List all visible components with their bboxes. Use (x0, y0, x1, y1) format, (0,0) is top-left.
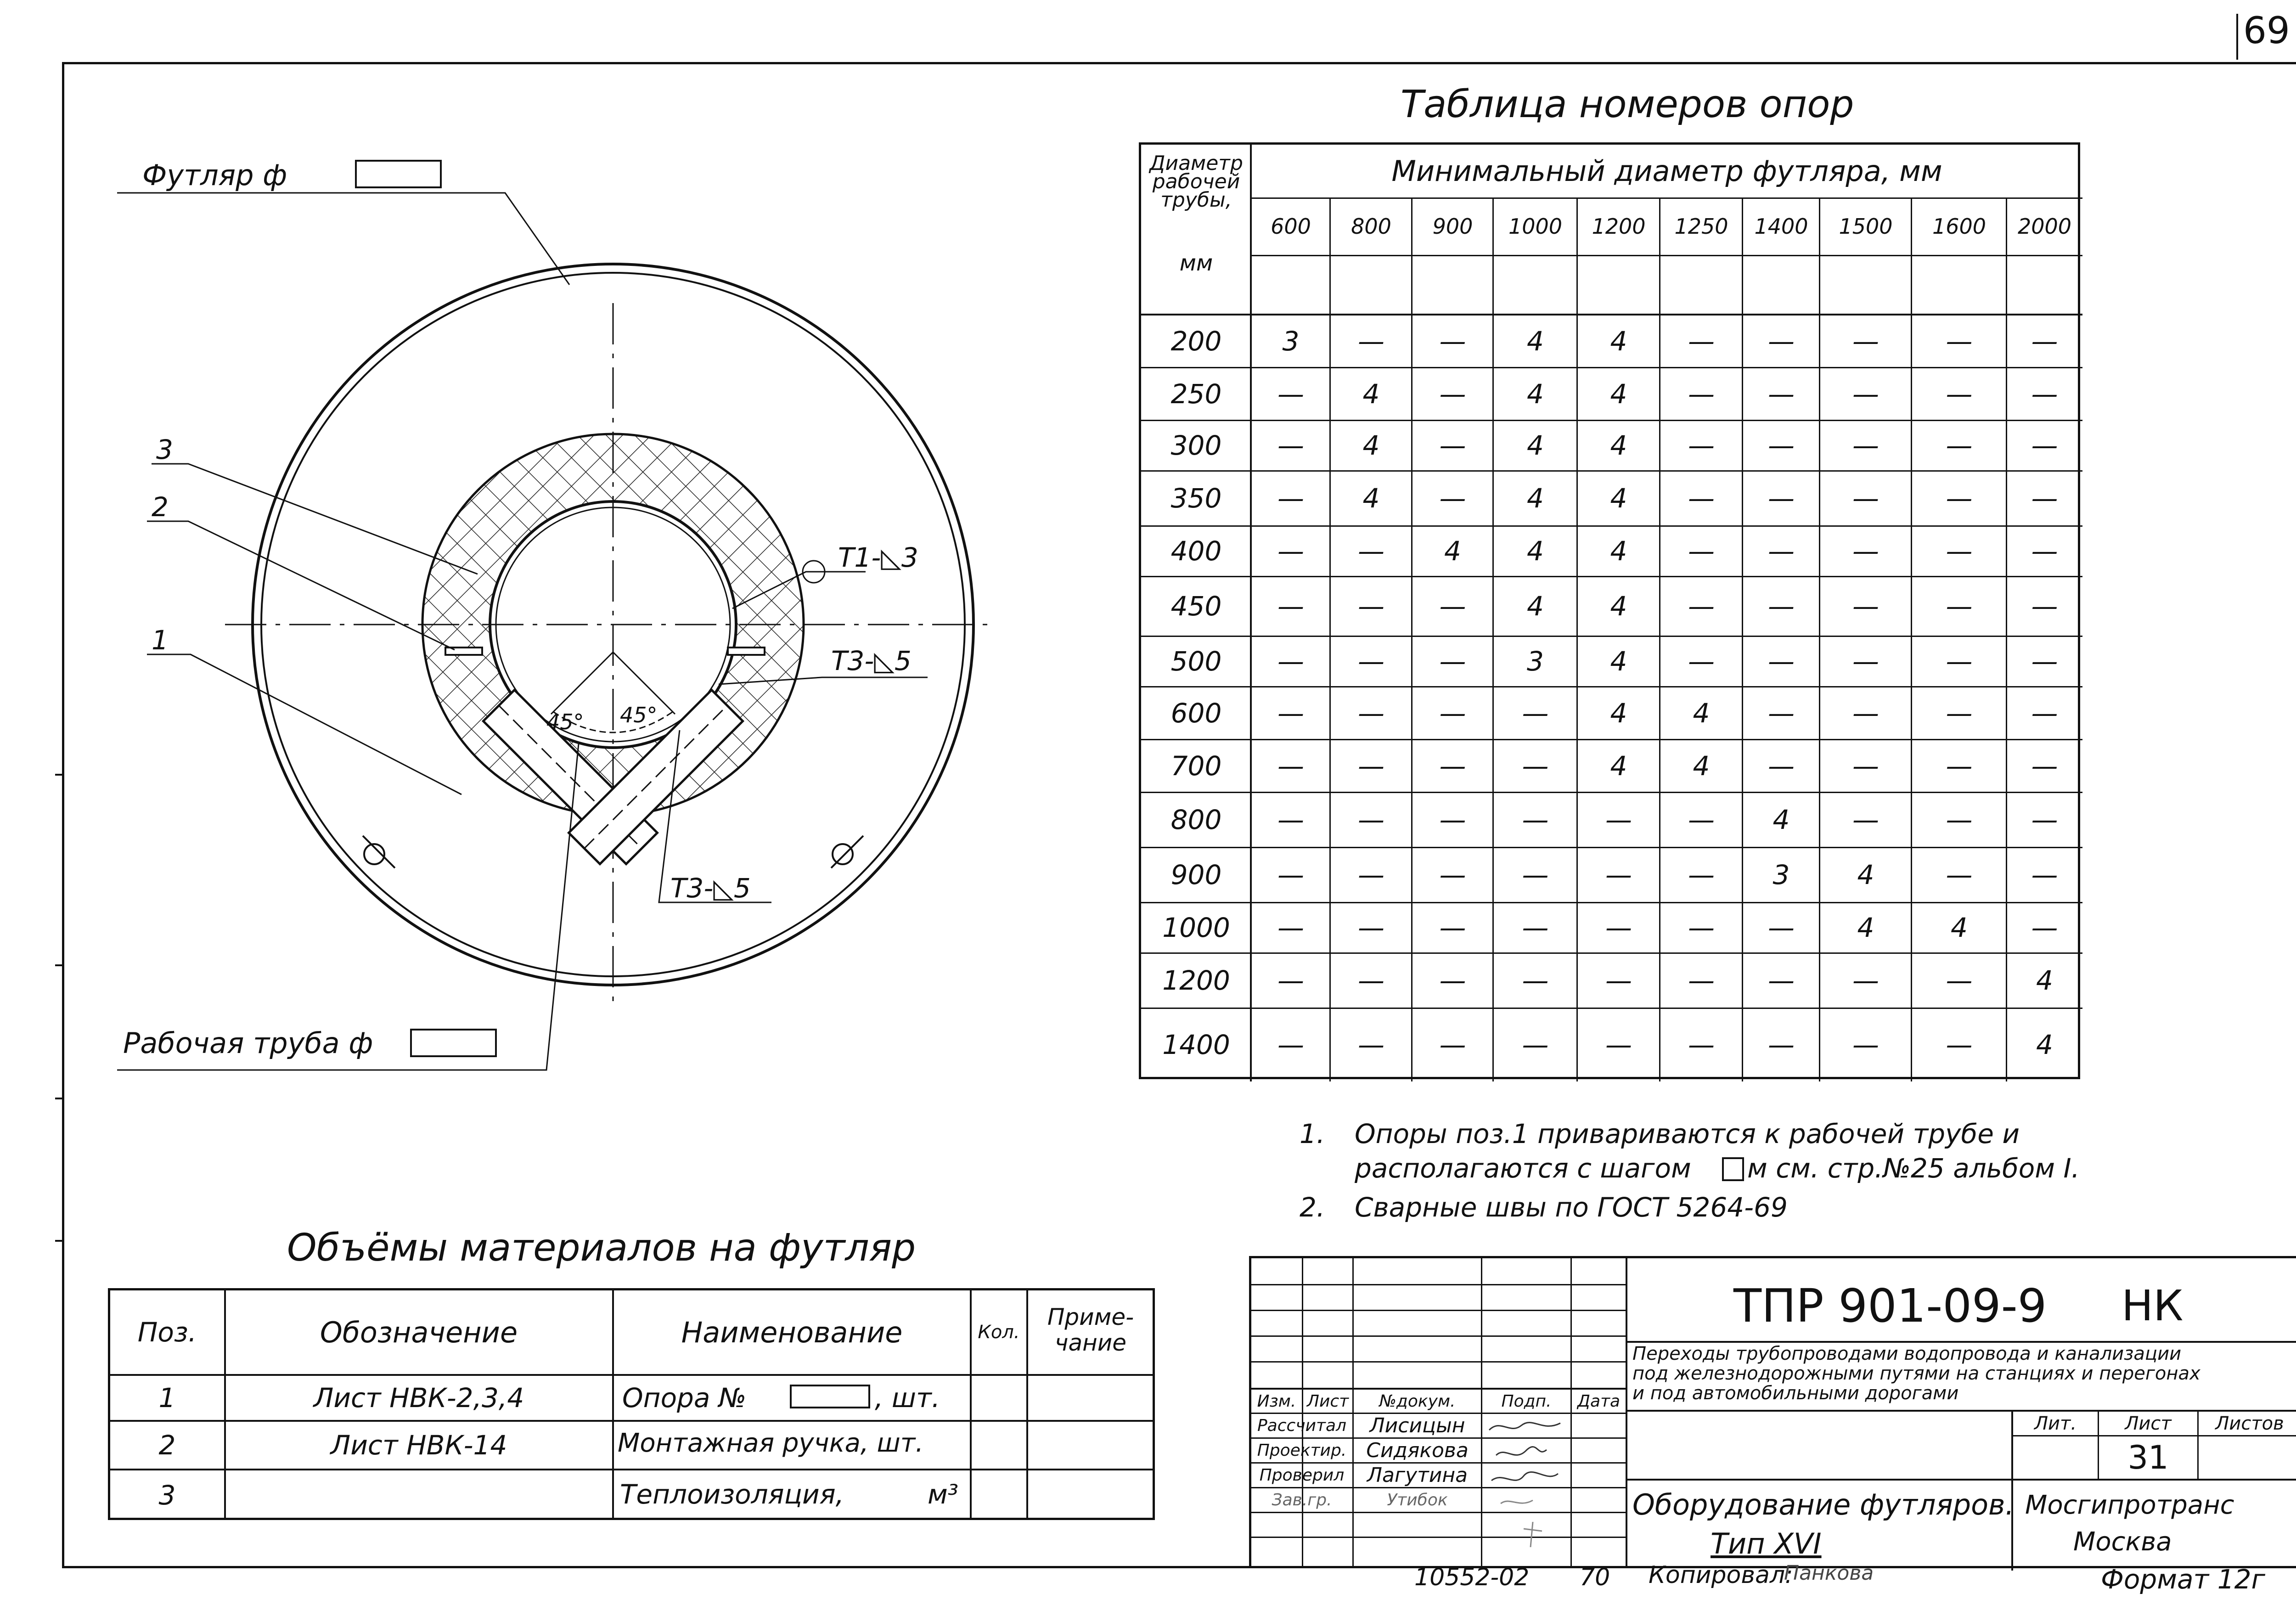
table-cell: — (1688, 859, 1715, 890)
mat-row1-name: Опора № (622, 1382, 747, 1414)
table-cell: — (1277, 591, 1304, 622)
table-cell: — (1439, 912, 1466, 943)
weld1-label: Т1-◺3 (838, 542, 918, 573)
table-cell: 4 (1693, 697, 1710, 729)
table-cell: — (1522, 859, 1549, 890)
table-cell: — (1277, 483, 1304, 514)
table-cell: — (1946, 325, 1973, 357)
table-cell: 4 (1362, 430, 1380, 461)
table-cell: — (1852, 750, 1879, 782)
signatures (1482, 1414, 1570, 1552)
mat-header-pos: Поз. (137, 1317, 197, 1348)
stamp-desc1: Переходы трубопроводами водопровода и канализации (1632, 1343, 2182, 1364)
table-cell: — (1852, 483, 1879, 514)
table-cell: — (1768, 483, 1795, 514)
table-cell: 4 (2036, 1029, 2053, 1060)
page-number: 69 (2243, 9, 2290, 52)
table-cell: — (1277, 378, 1304, 410)
table-cell: — (1946, 535, 1973, 567)
mat-row1-box (790, 1385, 870, 1408)
table-cell: — (1946, 804, 1973, 835)
table-cell: — (1768, 430, 1795, 461)
weld2-label: Т3-◺5 (831, 645, 912, 676)
table-cell: — (1439, 430, 1466, 461)
table-cell: 4 (1362, 378, 1380, 410)
table-cell: — (1688, 912, 1715, 943)
stamp-r1-role: Рассчитал (1257, 1416, 1347, 1435)
leader-pos3 (152, 464, 478, 574)
col-header-900: 900 (1432, 214, 1473, 239)
table-cell: — (2031, 591, 2058, 622)
stamp-sheet-no: 31 (2127, 1439, 2169, 1476)
pos2-label: 2 (152, 491, 169, 523)
table-cell: — (2031, 535, 2058, 567)
table-cell: 4 (1444, 535, 1461, 567)
leader-pos2 (147, 521, 455, 650)
table-cell: — (1946, 430, 1973, 461)
mat-row3-unit: м³ (928, 1479, 959, 1510)
table-cell: 4 (1527, 325, 1544, 357)
materials-title: Объёмы материалов на футляр (287, 1226, 916, 1270)
table-cell: — (1852, 646, 1879, 677)
stamp-desc2: под железнодорожными путями на станциях и перегонах (1632, 1363, 2200, 1384)
stamp-r1-name: Лисицын (1369, 1414, 1465, 1437)
table-cell: — (2031, 750, 2058, 782)
table-cell: — (1768, 646, 1795, 677)
table-cell: — (1605, 804, 1632, 835)
note-2-number: 2. (1300, 1192, 1325, 1223)
table-cell: — (1946, 697, 1973, 729)
table-cell: 4 (1857, 859, 1874, 890)
supports-table (1139, 142, 2080, 1079)
stamp-r2-name: Сидякова (1366, 1439, 1469, 1462)
table-cell: — (1946, 750, 1973, 782)
col-header-800: 800 (1351, 214, 1391, 239)
weld3-label: Т3-◺5 (670, 873, 751, 904)
stamp-hdr-doc: №докум. (1379, 1391, 1456, 1411)
row-diameter-900: 900 (1171, 859, 1222, 890)
table-cell: — (2031, 430, 2058, 461)
table-cell: — (1358, 859, 1384, 890)
table-cell: — (1522, 697, 1549, 729)
stamp-r3-role: Проверил (1259, 1466, 1345, 1485)
leader-casing (117, 193, 569, 285)
table-cell: — (1688, 325, 1715, 357)
table-cell: — (2031, 483, 2058, 514)
table-cell: — (1852, 804, 1879, 835)
mat-row1-unit: , шт. (875, 1382, 940, 1414)
row-diameter-450: 450 (1171, 591, 1222, 622)
table-cell: — (1358, 912, 1384, 943)
table-cell: — (1768, 378, 1795, 410)
table-cell: — (1439, 804, 1466, 835)
table-cell: — (2031, 912, 2058, 943)
stamp-org2: Москва (2073, 1527, 2172, 1557)
table-cell: — (1768, 750, 1795, 782)
stamp-hdr-podp: Подп. (1501, 1391, 1552, 1411)
table-cell: — (1852, 591, 1879, 622)
leader-pos1 (147, 654, 461, 794)
footer-copied: Копировал: (1649, 1561, 1793, 1589)
stamp-sheet-title2: Тип XVI (1711, 1527, 1822, 1560)
table-cell: — (1439, 965, 1466, 996)
table-cell: — (1277, 535, 1304, 567)
row-diameter-500: 500 (1171, 646, 1222, 677)
table-cell: 4 (1527, 535, 1544, 567)
table-cell: 3 (1282, 325, 1300, 357)
mat-header-note2: чание (1054, 1329, 1127, 1356)
table-cell: — (1439, 859, 1466, 890)
table-cell: — (1605, 1029, 1632, 1060)
row-diameter-1000: 1000 (1162, 912, 1230, 943)
note-1-line1: Опоры поз.1 привариваются к рабочей трубе и (1355, 1118, 2020, 1149)
leader-work-pipe (117, 744, 579, 1070)
table-cell: — (1358, 1029, 1384, 1060)
footer-num: 70 (1580, 1564, 1610, 1591)
row-header-line-1: рабочей (1152, 170, 1240, 193)
table-cell: — (2031, 697, 2058, 729)
table-cell: — (1852, 430, 1879, 461)
row-diameter-1400: 1400 (1162, 1029, 1230, 1060)
table-cell: — (1358, 535, 1384, 567)
table-cell: — (1946, 378, 1973, 410)
table-cell: — (1439, 483, 1466, 514)
table-cell: — (1277, 859, 1304, 890)
table-cell: — (1439, 1029, 1466, 1060)
col-header-1600: 1600 (1932, 214, 1986, 239)
col-group-header: Минимальный диаметр футляра, мм (1391, 154, 1942, 188)
table-cell: — (1852, 325, 1879, 357)
table-cell: — (1277, 430, 1304, 461)
materials-table (108, 1288, 1155, 1520)
col-header-2000: 2000 (2017, 214, 2072, 239)
col-header-1200: 1200 (1592, 214, 1646, 239)
page-number-bracket (2236, 14, 2238, 60)
table-cell: — (1852, 697, 1879, 729)
col-header-1000: 1000 (1508, 214, 1563, 239)
table-cell: — (1852, 1029, 1879, 1060)
table-cell: — (1688, 965, 1715, 996)
mat-header-name: Наименование (681, 1315, 903, 1349)
row-header-line-0: Диаметр (1149, 152, 1243, 175)
margin-tick (55, 1240, 63, 1242)
table-cell: — (1768, 325, 1795, 357)
row-diameter-600: 600 (1171, 697, 1222, 729)
table-cell: — (1439, 325, 1466, 357)
table-cell: — (1358, 750, 1384, 782)
table-cell: — (1358, 697, 1384, 729)
col-header-1250: 1250 (1674, 214, 1728, 239)
table-cell: 4 (1610, 430, 1627, 461)
table-cell: — (1605, 912, 1632, 943)
table-cell: — (1358, 325, 1384, 357)
table-cell: 4 (1527, 483, 1544, 514)
table-cell: — (1768, 535, 1795, 567)
table-cell: 4 (1951, 912, 1968, 943)
stamp-code-suffix: НК (2122, 1281, 2183, 1330)
table-cell: 4 (1773, 804, 1790, 835)
table-cell: — (1946, 646, 1973, 677)
col-header-1500: 1500 (1839, 214, 1893, 239)
row-diameter-350: 350 (1171, 483, 1222, 514)
table-cell: 4 (1693, 750, 1710, 782)
handle-right (728, 648, 765, 655)
table-cell: — (1688, 591, 1715, 622)
support-right-end (833, 844, 853, 864)
mat-row1-pos: 1 (158, 1382, 176, 1414)
table-cell: — (1768, 697, 1795, 729)
table-cell: — (1688, 535, 1715, 567)
mat-row3-pos: 3 (158, 1480, 176, 1511)
table-cell: 4 (1610, 591, 1627, 622)
table-cell: 4 (2036, 965, 2053, 996)
stamp-hdr-izm: Изм. (1257, 1391, 1296, 1411)
table-cell: — (1277, 912, 1304, 943)
table-cell: — (1688, 1029, 1715, 1060)
table-cell: — (1358, 646, 1384, 677)
table-cell: — (1768, 965, 1795, 996)
table-cell: 3 (1773, 859, 1790, 890)
row-diameter-250: 250 (1171, 378, 1222, 410)
table-cell: — (1277, 1029, 1304, 1060)
table-cell: — (1277, 646, 1304, 677)
stamp-lit: Лит. (2034, 1413, 2077, 1434)
stamp-list: Лист (2125, 1413, 2172, 1434)
table-cell: — (1522, 750, 1549, 782)
mat-header-qty: Кол. (978, 1322, 1020, 1343)
table-cell: — (1522, 804, 1549, 835)
table-cell: — (2031, 325, 2058, 357)
table-cell: — (1277, 804, 1304, 835)
table-cell: — (1522, 1029, 1549, 1060)
stamp-r4-role: Зав.гр. (1272, 1491, 1332, 1509)
angle-left-label: 45° (546, 710, 584, 734)
note-1-line2b: м см. стр.№25 альбом I. (1747, 1153, 2080, 1184)
mat-row2-pos: 2 (158, 1430, 176, 1461)
row-diameter-400: 400 (1171, 535, 1222, 567)
table-cell: — (1852, 378, 1879, 410)
table-cell: — (1688, 378, 1715, 410)
table-cell: — (1439, 378, 1466, 410)
table-cell: 4 (1362, 483, 1380, 514)
footer-inv: 10552-02 (1414, 1564, 1530, 1591)
table-cell: — (1768, 1029, 1795, 1060)
table-cell: — (1605, 965, 1632, 996)
table-cell: — (1439, 750, 1466, 782)
note-1-line2: располагаются с шагом (1355, 1153, 1691, 1184)
supports-table-title: Таблица номеров опор (1401, 83, 1854, 126)
table-cell: — (2031, 378, 2058, 410)
table-cell: — (1946, 859, 1973, 890)
note-1-number: 1. (1300, 1118, 1325, 1149)
footer-copier: Панкова (1784, 1561, 1874, 1585)
table-cell: — (1277, 697, 1304, 729)
footer-format: Формат 12г (2101, 1564, 2266, 1595)
row-diameter-200: 200 (1171, 325, 1222, 357)
col-header-1400: 1400 (1754, 214, 1808, 239)
table-cell: — (1768, 912, 1795, 943)
stamp-org1: Мосгипротранс (2025, 1490, 2234, 1520)
mat-row2-name: Монтажная ручка, шт. (618, 1428, 924, 1458)
mat-header-note1: Приме- (1047, 1304, 1134, 1330)
table-cell: 4 (1857, 912, 1874, 943)
note-step-box (1722, 1157, 1744, 1181)
table-cell: — (1688, 430, 1715, 461)
table-cell: 4 (1610, 325, 1627, 357)
stamp-code: ТПР 901-09-9 (1733, 1279, 2047, 1333)
table-cell: — (2031, 804, 2058, 835)
row-diameter-300: 300 (1171, 430, 1222, 461)
table-cell: — (1946, 965, 1973, 996)
stamp-r3-name: Лагутина (1367, 1464, 1468, 1487)
casing-diameter-box (356, 161, 441, 187)
pos3-label: 3 (156, 434, 173, 465)
table-cell: 3 (1527, 646, 1544, 677)
work-pipe-diameter-box (411, 1030, 496, 1056)
table-cell: — (1852, 965, 1879, 996)
table-cell: — (1688, 804, 1715, 835)
table-cell: — (1277, 750, 1304, 782)
table-cell: — (1768, 591, 1795, 622)
table-cell: — (1358, 965, 1384, 996)
table-cell: — (1946, 1029, 1973, 1060)
table-cell: 4 (1610, 697, 1627, 729)
mat-row1-designation: Лист НВК-2,3,4 (313, 1382, 524, 1414)
mat-header-designation: Обозначение (320, 1315, 518, 1349)
mat-header-note (1029, 1304, 1153, 1356)
table-cell: 4 (1610, 646, 1627, 677)
row-diameter-800: 800 (1171, 804, 1222, 835)
table-cell: — (1522, 912, 1549, 943)
stamp-r4-name: Утибок (1387, 1491, 1448, 1509)
stamp-sheet-title1: Оборудование футляров. (1632, 1488, 2015, 1521)
table-cell: 4 (1610, 483, 1627, 514)
table-cell: — (1522, 965, 1549, 996)
mat-row2-designation: Лист НВК-14 (330, 1430, 507, 1461)
stamp-hdr-data: Дата (1577, 1391, 1621, 1411)
table-cell: — (1358, 804, 1384, 835)
stamp-hdr-list: Лист (1306, 1391, 1349, 1411)
work-pipe-label: Рабочая труба ф (123, 1026, 373, 1060)
row-diameter-1200: 1200 (1162, 965, 1230, 996)
table-cell: 4 (1527, 430, 1544, 461)
stamp-listov: Листов (2215, 1413, 2284, 1434)
table-cell: — (1277, 965, 1304, 996)
pos1-label: 1 (152, 625, 169, 656)
col-header-600: 600 (1271, 214, 1311, 239)
table-cell: — (1605, 859, 1632, 890)
table-cell: 4 (1610, 535, 1627, 567)
row-diameter-700: 700 (1171, 750, 1222, 782)
stamp-desc3: и под автомобильными дорогами (1632, 1383, 1959, 1404)
table-cell: — (1946, 591, 1973, 622)
table-cell: — (1439, 591, 1466, 622)
table-cell: — (1358, 591, 1384, 622)
table-cell: — (1688, 483, 1715, 514)
row-header-line-3: мм (1179, 250, 1213, 276)
table-cell: — (1439, 697, 1466, 729)
case-label: Футляр ф (142, 158, 287, 192)
stamp-r2-role: Проектир. (1257, 1441, 1347, 1460)
table-cell: — (1688, 646, 1715, 677)
table-cell: — (2031, 859, 2058, 890)
row-header-line-2: трубы, (1160, 188, 1232, 212)
table-cell: 4 (1527, 591, 1544, 622)
table-cell: — (2031, 646, 2058, 677)
title-block (1249, 1256, 2296, 1568)
table-cell: — (1946, 483, 1973, 514)
table-cell: 4 (1527, 378, 1544, 410)
table-cell: — (1852, 535, 1879, 567)
table-cell: 4 (1610, 378, 1627, 410)
angle-right-label: 45° (620, 703, 658, 727)
mat-row3-name: Теплоизоляция, (620, 1479, 844, 1510)
table-cell: 4 (1610, 750, 1627, 782)
table-cell: — (1439, 646, 1466, 677)
note-2: Сварные швы по ГОСТ 5264-69 (1355, 1192, 1788, 1223)
